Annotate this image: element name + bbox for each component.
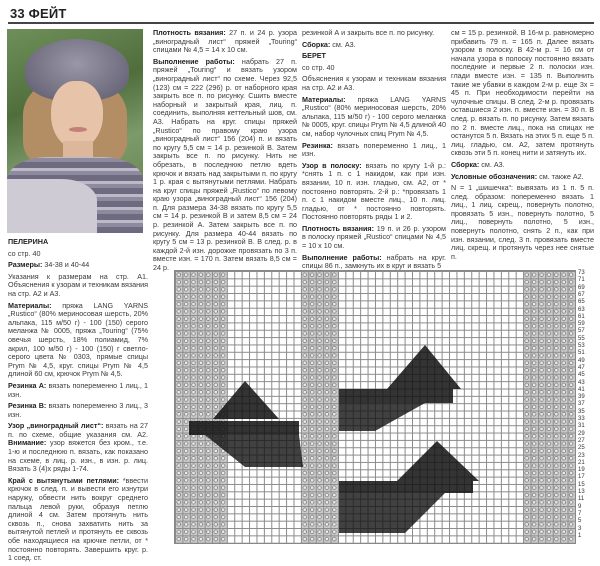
photo-face [51, 81, 103, 149]
gauge-value: 27 п. и 24 р. узора „виноградный лист“ пряжей „Touring“ спицами № 4,5 = 14 х 10 см. [153, 28, 297, 55]
leaf-label: Узор „виноградный лист“: [8, 421, 104, 431]
model-photo [7, 29, 143, 233]
column-pelerina [8, 238, 148, 566]
rib-a-value: вязать попеременно 1 лиц., 1 изн. [8, 380, 148, 399]
rib-b [8, 402, 148, 419]
rib-a-label: Резинка А: [8, 380, 47, 390]
leaf-motif-lower-right [175, 271, 575, 543]
chart-row-numbers: 73 71 69 67 65 63 61 59 57 55 53 51 49 47 45 43 41 39 37 35 33 31 29 27 25 23 21 19 17 15 13 11 9 7 5 3 1 [578, 270, 585, 539]
rib-a [8, 382, 148, 399]
sizes-value: 34-38 и 40-44 [42, 260, 90, 270]
materials-label: Материалы: [8, 300, 52, 310]
section-title-beret: БЕРЕТ [302, 51, 326, 61]
beret-materials-label: Материалы: [302, 94, 346, 104]
pelerina-cont: резинкой А и закрыть все п. по рисунку. [302, 28, 435, 37]
title-rule [8, 22, 594, 24]
photo-lips [69, 127, 87, 132]
edge-label: Край с вытянутыми петлями: [8, 475, 120, 485]
gauge-label: Плотность вязания: [153, 28, 226, 37]
edge-value: *ввести крючок в след. п. и вывести его изнутри наружу, обвести нить вокруг среднего пальца левой руки, образуя петлю длиной 4 см. Затем протянуть нить сквозь п., снова захватить нить за вытянутой петлей и протянуть ее сквозь обе находящиеся на крючке петли, от * постоянно повторять. Завершить круг. р. 1 соед. ст. [8, 475, 148, 563]
beret-gauge [302, 225, 446, 251]
beret-materials-value: пряжа LANG YARNS „Rustico“ (80% мериносовая шерсть, 20% альпака, 115 м/50 г) - 100 серого меланжа № 0005, круг. спицы Prym № 4,5 длиной 40 см, набор чулочных спиц Prym № 4,5. [302, 94, 446, 138]
beret-work-cont: см = 15 р. резинкой. В 16-м р. равномерно прибавить 79 п. = 165 п. Далее вязать узором в полоску. В 42-м р. = 16 см от начала узора в полоску постоянно вязать последние и первые 2 п. полоски изн. глади вместе изн. = 135 п. Выполнить такие же убавки в каждом 2-м р. еще 3х = 45 п. При необходимости перейти на чулочные спицы. В след. 2-м р. провязать оставшиеся 2 изн. п. вместе изн. = 30 п. В след. р. вязать п. по рисунку. Затем вязать по 2 п. вместе лиц., пока на спицах не останутся 5 п. Вязать на этих 5 п. еще 5 п. лиц. гладью, см. А2, затем протянуть сквозь эти 5 п. конец нити и затянуть их. [451, 28, 594, 158]
beret-assembly [451, 161, 594, 170]
column-beret-cont [451, 29, 594, 264]
gauge [153, 29, 297, 55]
beret-rib-value: вязать попеременно 1 лиц., 1 изн. [302, 140, 446, 159]
beret-work-value: набрать на круг. спицы 86 п., замкнуть их в круг и вязать 5 [302, 252, 446, 271]
size-instructions: Указания к размерам на стр. А1. Объяснения к узорам и техникам вязания на стр. А2 и А3. [8, 271, 148, 298]
materials-value: пряжа LANG YARNS „Rustico“ (80% мериносовая шерсть, 20% альпака, 115 м/50 г) - 100 (150) серого меланжа № 0005, пряжа „Touring“ (75% овечья шерсть, 18% полиамид, 7% акрил, 100 м/50 г) - 100 (150) г светло-серого цвета № 0303, прямые спицы Prym № 4,5, круг. спицы Prym № 4,5 длиной 60 см, крючок Prym № 4,5. [8, 300, 148, 379]
beret-explanations: Объяснения к узорам и техникам вязания на стр. А2 и А3. [302, 74, 446, 92]
assembly-label: Сборка: [302, 39, 331, 49]
stripe-label: Узор в полоску: [302, 160, 362, 170]
legend-value: см. также А2. [537, 171, 584, 181]
section-title-pelerina: ПЕЛЕРИНА [8, 237, 49, 246]
beret-rib [302, 142, 446, 159]
beret-work-label: Выполнение работы: [302, 252, 382, 262]
beret-materials [302, 96, 446, 139]
leaf-value: вязать на 27 п. по схеме, общие указания см. А2. [8, 421, 148, 439]
pelerina-page-ref: со стр. 40 [8, 248, 41, 258]
photo-cape [7, 179, 97, 233]
rib-b-label: Резинка В: [8, 401, 47, 411]
sizes-label: Размеры: [8, 260, 43, 270]
assembly-value: см. А3. [330, 39, 356, 49]
beret-gauge-label: Плотность вязания: [302, 223, 375, 233]
legend-label: Условные обозначения: [451, 171, 538, 181]
leaf-note-label: Внимание: [8, 438, 47, 448]
beret-rib-label: Резинка: [302, 140, 333, 150]
stripe-value: вязать по кругу 1-й р.: *снять 1 п. с 1 накидом, как при изн. вязании, 10 п. изн. гладью, см. А2, от * постоянно повторять. 2-й р.: *провязать 1 п. с 1 накидом вместе лиц., 10 п. лиц. гладью, от * постоянно повторять. Постоянно повторять ряды 1 и 2. [302, 160, 446, 222]
beret-page-ref: со стр. 40 [302, 62, 335, 72]
leaf-note-value: узор вяжется без кром., т.е. 1-ю и последнюю п. вязать, как показано на схеме, в лиц. р. изн., в изн. р. лиц. Вязать 3 (4)х ряды 1-74. [8, 438, 148, 474]
page-title: 33 ФЕЙТ [10, 6, 67, 21]
work-label: Выполнение работы: [153, 56, 235, 66]
materials [8, 302, 148, 379]
legend [451, 173, 594, 182]
work-value: набрать 27 п. пряжей „Touring“ и вязать узором „виноградный лист“ по схеме. Через 92,5 (123) см = 222 (296) р. от наборного края закрыть все п. по рисунку. Сшить вместе наборный и закрытый края, лиц. п. соединить, выполняя кеттельный шов, см. А3. Набрать на круг. спицы пряжей „Rustico“ по правому краю узора „виноградный лист“ 156 (204) п. и вязать по кругу 5,5 см = 14 р. резинкой В. Затем закрыть все п. по рисунку. Нить не обрезать, в последнюю петлю вдеть крючок и вязать над закрытыми п. по кругу 1 р. края с вытянутыми петлями. Набрать на круг спицы пряжей „Rustico“ по левому краю узора „виноградный лист“ 156 (204) п. Для размера 34-38 вязать по кругу 5,5 см = 14 р. резинкой В и затем 8,5 см = 24 р. резинкой А. Затем закрыть все п. по рисунку. Для размера 40-44 вязать по кругу 5 см = 13 р. резинкой В. В след. р. в каждой 2-й изн. дорожке провязать по 3 п. вместе изн. = 170 п. Затем вязать 8,5 см = 24 р. [153, 56, 297, 273]
leaf-pattern [8, 422, 148, 474]
beret-assembly-label: Сборка: [451, 159, 480, 169]
column-pelerina-work [153, 29, 297, 276]
pelerina-assembly [302, 41, 446, 50]
stripe-pattern [302, 162, 446, 222]
beret-gauge-value: 19 п. и 26 р. узором в полоску пряжей „Rustico“ спицами № 4,5 = 10 х 10 см. [302, 223, 446, 251]
beret-work [302, 254, 446, 271]
rib-b-value: вязать попеременно 3 лиц., 3 изн. [8, 401, 148, 419]
column-beret [302, 29, 446, 274]
loop-edge [8, 477, 148, 563]
legend-bobble: N = 1 „шишечка“: вывязать из 1 п. 5 п. след. образом: попеременно вязать 1 лиц., 1 лиц. скрещ., повернуть полотно, провязать 5 изн., повернуть полотно, 5 лиц., повернуть полотно, 5 изн., повернуть полотно, снять 2 п., как при изн. вязании, след. 3 п. провязать вместе лиц. скрещ. и протянуть через нее снятые п. [451, 183, 594, 261]
work [153, 58, 297, 273]
sizes [8, 261, 148, 270]
beret-assembly-value: см. А3. [479, 159, 505, 169]
knitting-chart [174, 270, 576, 544]
